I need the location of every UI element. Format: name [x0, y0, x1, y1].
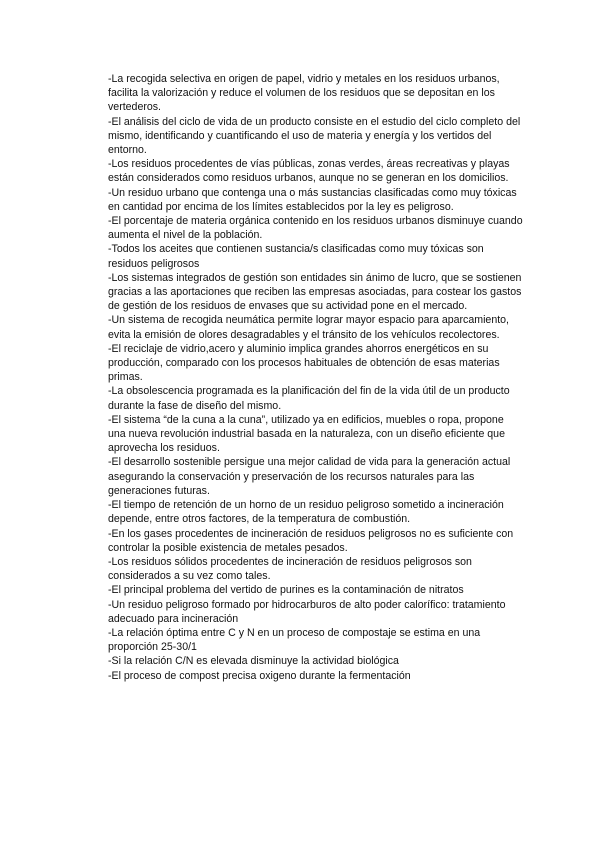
paragraph: -El sistema “de la cuna a la cuna”, utilizado ya en edificios, muebles o ropa, propone una nueva revolución industrial basada en la naturaleza, con un diseño eficiente que aprovecha los residuos.	[108, 413, 505, 455]
paragraph: -Un residuo peligroso formado por hidrocarburos de alto poder calorífico: tratamiento adecuado para incineración	[108, 598, 506, 625]
paragraph: -La relación óptima entre C y N en un proceso de compostaje se estima en una proporción 25-30/1	[108, 626, 481, 654]
paragraph: -Si la relación C/N es elevada disminuye la actividad biológica	[108, 655, 399, 668]
paragraph: -El desarrollo sostenible persigue una mejor calidad de vida para la generación actual asegurando la conservación y preservación de los recursos naturales para las generaciones futuras.	[108, 456, 511, 497]
paragraph: -El principal problema del vertido de purines es la contaminación de nitratos	[108, 584, 464, 597]
paragraph: -Todos los aceites que contienen sustancia/s clasificadas como muy tóxicas son residuos peligrosos	[108, 243, 484, 270]
paragraph: -Los residuos procedentes de vías públicas, zonas verdes, áreas recreativas y playas están considerados como residuos urbanos, aunque no se generan en los domicilios.	[108, 158, 510, 185]
paragraph: -En los gases procedentes de incineración de residuos peligrosos no es suficiente con controlar la posible existencia de metales pesados.	[108, 527, 514, 554]
paragraph: -El reciclaje de vidrio,acero y aluminio implica grandes ahorros energéticos en su producción, comparado con los procesos habituales de obtención de esas materias primas.	[108, 342, 500, 384]
paragraph: -La obsolescencia programada es la planificación del fin de la vida útil de un producto durante la fase de diseño del mismo.	[108, 385, 510, 412]
paragraph: -El proceso de compost precisa oxigeno durante la fermentación	[108, 669, 411, 682]
paragraph: -El porcentaje de materia orgánica contenido en los residuos urbanos disminuye cuando aumenta el nivel de la población.	[108, 215, 523, 242]
document-body	[108, 72, 524, 683]
paragraph: -El análisis del ciclo de vida de un producto consiste en el estudio del ciclo completo del mismo, identificando y cuantificando el uso de materia y energía y los vertidos del entorno.	[108, 115, 521, 157]
paragraph: -Un sistema de recogida neumática permite lograr mayor espacio para aparcamiento, evita la emisión de olores desagradables y el tránsito de los vehículos recolectores.	[108, 314, 509, 341]
paragraph: -El tiempo de retención de un horno de un residuo peligroso sometido a incineración depende, entre otros factores, de la temperatura de combustión.	[108, 499, 504, 526]
paragraph: -Los sistemas integrados de gestión son entidades sin ánimo de lucro, que se sostienen gracias a las aportaciones que reciben las empresas asociadas, para costear los gastos de gestión de los residuos de envases que su actividad pone en el mercado.	[108, 271, 522, 313]
paragraph: -La recogida selectiva en origen de papel, vidrio y metales en los residuos urbanos, facilita la valorización y reduce el volumen de los residuos que se depositan en los vertederos.	[108, 73, 500, 114]
paragraph: -Los residuos sólidos procedentes de incineración de residuos peligrosos son considerados a su vez como tales.	[108, 555, 472, 583]
paragraph: -Un residuo urbano que contenga una o más sustancias clasificadas como muy tóxicas en cantidad por encima de los límites establecidos por la ley es peligroso.	[108, 186, 517, 213]
